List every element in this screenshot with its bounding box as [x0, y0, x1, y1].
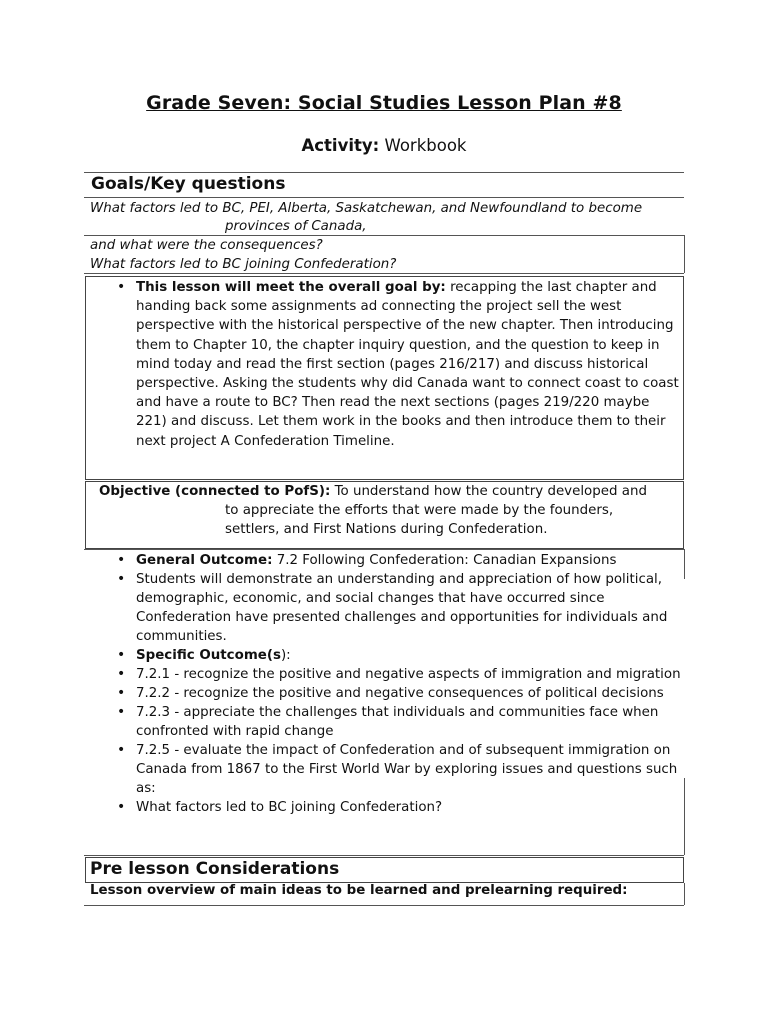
pre-lesson-bottom-rule — [84, 905, 684, 906]
goals-heading-rule — [84, 197, 684, 198]
goals-right-border — [684, 235, 685, 273]
page-title: Grade Seven: Social Studies Lesson Plan #8 — [146, 92, 622, 114]
goals-line-4: What factors led to BC joining Confederation? — [90, 257, 397, 272]
objective-line-3: settlers, and First Nations during Confederation. — [225, 522, 548, 537]
pre-lesson-right-border — [684, 883, 685, 905]
specific-outcome-label: Specific Outcome(s — [136, 648, 281, 663]
overall-goal-list — [114, 278, 682, 451]
overall-goal-text: recapping the last chapter and handing back some assignments ad connecting the project sell the west perspective with the historical perspective of the new chapter. Then introducing them to Chapter 10, the chapter inquiry question, and the question to keep in mind today and read the first section (pages 216/217) and discuss historical perspective. Asking the students why did Canada want to connect coast to coast and have a route to BC? Then read the next sections (pages 219/220 maybe 221) and discuss. Let them work in the books and then introduce them to their next project A Confederation Timeline. — [136, 280, 679, 449]
specific-outcome-suffix: ): — [280, 648, 291, 663]
objective-line-2: to appreciate the efforts that were made by the founders, — [225, 503, 614, 518]
outcomes-list — [114, 551, 694, 817]
overall-goal-label: This lesson will meet the overall goal by: — [136, 280, 446, 295]
activity-line — [0, 136, 768, 155]
specific-outcome-question: • What factors led to BC joining Confederation? — [114, 798, 694, 817]
goals-heading: Goals/Key questions — [91, 174, 286, 194]
goals-line-2: provinces of Canada, — [225, 219, 367, 234]
goals-line-1: What factors led to BC, PEI, Alberta, Saskatchewan, and Newfoundland to become — [90, 201, 643, 216]
specific-outcome-7-2-5: • 7.2.5 - evaluate the impact of Confederation and of subsequent immigration on Canada from 1867 to the First World War by exploring issues and questions such as: — [114, 741, 694, 798]
goals-line-3: and what were the consequences? — [90, 238, 323, 253]
students-outcome-item: • Students will demonstrate an understanding and appreciation of how political, demographic, economic, and social changes that have occurred since Confederation have presented challenges and opportunities for individuals and communities. — [114, 570, 694, 646]
outcomes-top-rule — [84, 549, 684, 550]
outcomes-bottom-rule — [84, 855, 684, 856]
general-outcome-text: 7.2 Following Confederation: Canadian Expansions — [276, 553, 617, 568]
specific-outcome-7-2-1: • 7.2.1 - recognize the positive and negative aspects of immigration and migration — [114, 665, 694, 684]
goals-top-rule — [84, 172, 684, 173]
specific-outcome-7-2-2: • 7.2.2 - recognize the positive and negative consequences of political decisions — [114, 684, 694, 703]
activity-value: Workbook — [384, 136, 467, 155]
specific-outcome-7-2-3: • 7.2.3 - appreciate the challenges that individuals and communities face when confronted with rapid change — [114, 703, 694, 741]
objective-block — [99, 482, 679, 539]
pre-lesson-heading: Pre lesson Considerations — [90, 859, 340, 879]
general-outcome-item — [114, 551, 694, 570]
objective-text-1: To understand how the country developed and — [334, 484, 647, 499]
goals-bottom-rule — [84, 273, 684, 274]
pre-lesson-subheading: Lesson overview of main ideas to be learned and prelearning required: — [90, 883, 628, 898]
overall-goal-item — [114, 278, 682, 451]
specific-outcome-item — [114, 646, 694, 665]
objective-label: Objective (connected to PofS): — [99, 484, 331, 499]
activity-label: Activity: — [301, 136, 380, 155]
objective-line-1 — [99, 482, 679, 501]
general-outcome-label: General Outcome: — [136, 553, 273, 568]
